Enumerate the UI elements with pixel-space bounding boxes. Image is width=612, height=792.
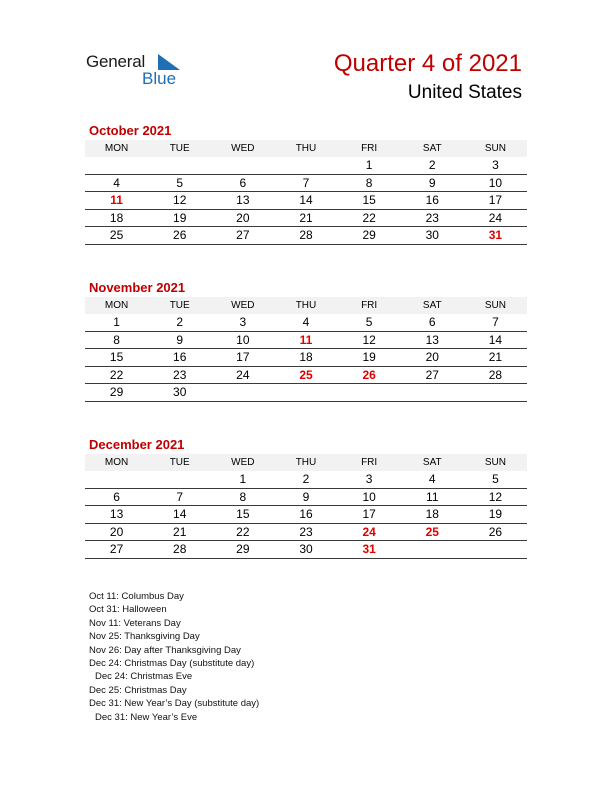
day-cell: 18 xyxy=(299,350,313,364)
day-cell xyxy=(338,384,401,401)
holiday-item: Oct 11: Columbus Day xyxy=(89,591,184,602)
weekday-label: MON xyxy=(104,300,129,311)
day-cell: 15 xyxy=(236,507,250,521)
day-cell: 2 xyxy=(176,315,184,329)
day-cell: 14 xyxy=(488,332,503,347)
day-cell: 3 xyxy=(492,158,499,172)
weekday-label: SAT xyxy=(422,300,442,311)
day-cell: 20 xyxy=(109,524,124,539)
month-november xyxy=(85,279,527,402)
day-cell xyxy=(274,157,337,174)
day-cell: 23 xyxy=(173,367,187,382)
day-cell: 6 xyxy=(239,175,247,190)
weekday-label: THU xyxy=(295,143,317,154)
day-cell xyxy=(274,384,337,401)
day-cell xyxy=(85,157,148,174)
holiday-item: Dec 24: Christmas Day (substitute day) xyxy=(89,658,255,670)
day-cell: 22 xyxy=(236,524,250,539)
holiday-item: Dec 25: Christmas Day xyxy=(89,684,187,696)
day-cell: 3 xyxy=(365,472,373,486)
weekday-label: WED xyxy=(231,143,255,154)
day-cell: 16 xyxy=(173,350,187,364)
calendar-grid xyxy=(85,297,527,402)
day-cell: 5 xyxy=(176,175,184,190)
week-row xyxy=(85,175,527,193)
weekday-label: TUE xyxy=(169,300,190,311)
day-cell: 12 xyxy=(362,332,376,347)
calendar-grid xyxy=(85,140,527,245)
day-cell: 22 xyxy=(109,367,124,382)
day-cell: 10 xyxy=(236,332,250,347)
month-title: November 2021 xyxy=(89,280,186,295)
logo-text-general: General xyxy=(86,52,146,71)
holiday-list xyxy=(89,590,259,724)
day-cell: 19 xyxy=(173,210,187,225)
day-cell: 8 xyxy=(239,489,247,504)
day-cell: 10 xyxy=(488,175,503,190)
day-cell: 29 xyxy=(236,542,250,556)
logo-text-blue: Blue xyxy=(142,69,177,88)
logo-flag-icon xyxy=(158,54,180,70)
weekday-label: WED xyxy=(231,457,255,468)
day-cell: 27 xyxy=(236,228,250,242)
day-cell: 4 xyxy=(113,175,120,190)
month-december xyxy=(85,436,527,559)
day-cell: 11 xyxy=(299,332,313,347)
weekday-label: SAT xyxy=(422,143,442,154)
day-cell: 8 xyxy=(365,175,373,190)
week-row xyxy=(85,210,527,228)
day-cell: 4 xyxy=(302,315,310,329)
holiday-item: Dec 31: New Year’s Eve xyxy=(95,711,198,723)
day-cell: 18 xyxy=(109,210,124,225)
day-cell: 12 xyxy=(173,193,187,207)
day-cell: 24 xyxy=(236,367,250,382)
day-cell: 9 xyxy=(302,489,310,504)
weekday-label: WED xyxy=(231,300,255,311)
day-cell: 16 xyxy=(299,507,313,521)
day-cell: 17 xyxy=(362,507,376,521)
week-row xyxy=(85,192,527,210)
day-cell: 30 xyxy=(299,542,313,556)
day-cell: 27 xyxy=(425,367,439,382)
day-cell xyxy=(148,157,211,174)
week-row xyxy=(85,367,527,385)
holiday-item: Nov 11: Veterans Day xyxy=(89,617,181,629)
day-cell: 31 xyxy=(488,228,503,242)
day-cell: 23 xyxy=(425,210,439,225)
day-cell: 16 xyxy=(425,193,439,207)
day-cell: 14 xyxy=(173,507,187,521)
day-cell: 11 xyxy=(110,193,123,207)
day-cell: 22 xyxy=(362,210,376,225)
week-row xyxy=(85,227,527,245)
holiday-item: Dec 31: New Year’s Day (substitute day) xyxy=(89,698,260,710)
day-cell: 11 xyxy=(426,489,439,504)
day-cell: 19 xyxy=(488,507,503,521)
day-cell: 26 xyxy=(488,524,503,539)
week-row xyxy=(85,384,527,402)
weekday-label: FRI xyxy=(361,143,378,154)
day-cell: 7 xyxy=(176,489,184,504)
day-cell: 29 xyxy=(362,228,376,242)
holiday-item: Dec 24: Christmas Eve xyxy=(95,671,193,683)
day-cell: 30 xyxy=(173,385,187,399)
day-cell: 5 xyxy=(492,472,499,486)
month-title: October 2021 xyxy=(89,123,172,138)
day-cell: 1 xyxy=(239,472,247,486)
page-title: Quarter 4 of 2021 xyxy=(333,50,522,77)
week-row xyxy=(85,524,527,542)
day-cell: 21 xyxy=(299,210,313,225)
weekday-label: THU xyxy=(295,457,317,468)
day-cell: 28 xyxy=(488,367,503,382)
day-cell: 18 xyxy=(425,507,439,521)
day-cell: 27 xyxy=(109,542,124,556)
weekday-label: SAT xyxy=(422,457,442,468)
day-cell: 5 xyxy=(365,315,373,329)
day-cell: 26 xyxy=(362,367,376,382)
logo xyxy=(86,52,196,92)
month-title: December 2021 xyxy=(89,437,185,452)
day-cell: 20 xyxy=(425,350,439,364)
day-cell: 2 xyxy=(428,158,436,172)
day-cell: 25 xyxy=(299,367,313,382)
week-row xyxy=(85,471,527,489)
page-subtitle: United States xyxy=(407,82,522,103)
week-row xyxy=(85,489,527,507)
day-cell: 6 xyxy=(113,489,120,504)
day-cell: 9 xyxy=(428,175,436,190)
weekday-label: TUE xyxy=(169,457,190,468)
day-cell: 19 xyxy=(362,350,376,364)
day-cell: 17 xyxy=(236,350,250,364)
weekday-header xyxy=(85,454,527,471)
weekday-label: SUN xyxy=(484,300,506,311)
day-cell: 3 xyxy=(239,315,247,329)
day-cell: 25 xyxy=(425,524,439,539)
day-cell xyxy=(401,384,464,401)
weekday-label: FRI xyxy=(361,300,378,311)
day-cell xyxy=(401,541,464,558)
day-cell: 8 xyxy=(113,332,120,347)
weekday-label: FRI xyxy=(361,457,378,468)
day-cell: 14 xyxy=(299,193,313,207)
day-cell: 4 xyxy=(428,472,436,486)
day-cell: 28 xyxy=(173,542,187,556)
day-cell xyxy=(464,541,527,558)
weekday-header xyxy=(85,140,527,157)
day-cell: 29 xyxy=(109,385,124,399)
day-cell xyxy=(211,384,274,401)
day-cell: 13 xyxy=(109,507,124,521)
day-cell xyxy=(211,157,274,174)
day-cell: 28 xyxy=(299,228,313,242)
day-cell: 13 xyxy=(236,193,250,207)
weekday-label: TUE xyxy=(169,143,190,154)
day-cell: 30 xyxy=(425,228,439,242)
week-row xyxy=(85,506,527,524)
day-cell: 15 xyxy=(362,193,376,207)
day-cell: 21 xyxy=(488,350,503,364)
week-row xyxy=(85,541,527,559)
weekday-label: SUN xyxy=(484,143,506,154)
day-cell xyxy=(464,384,527,401)
holiday-item: Nov 25: Thanksgiving Day xyxy=(89,631,200,643)
week-row xyxy=(85,332,527,350)
day-cell xyxy=(85,471,148,488)
day-cell: 25 xyxy=(109,228,124,242)
weekday-label: SUN xyxy=(484,457,506,468)
day-cell: 31 xyxy=(362,542,376,556)
day-cell: 24 xyxy=(488,210,503,225)
week-row xyxy=(85,314,527,332)
day-cell xyxy=(148,471,211,488)
day-cell: 7 xyxy=(492,315,499,329)
day-cell: 15 xyxy=(109,350,124,364)
weekday-header xyxy=(85,297,527,314)
day-cell: 23 xyxy=(299,524,313,539)
week-row xyxy=(85,349,527,367)
day-cell: 26 xyxy=(173,228,187,242)
day-cell: 7 xyxy=(302,175,310,190)
day-cell: 1 xyxy=(113,315,120,329)
day-cell: 12 xyxy=(488,489,503,504)
day-cell: 24 xyxy=(362,524,376,539)
weekday-label: MON xyxy=(104,457,129,468)
day-cell: 10 xyxy=(362,489,376,504)
day-cell: 13 xyxy=(425,332,439,347)
day-cell: 2 xyxy=(302,472,310,486)
weekday-label: MON xyxy=(104,143,129,154)
day-cell: 1 xyxy=(365,158,373,172)
day-cell: 21 xyxy=(173,524,187,539)
calendar-grid xyxy=(85,454,527,559)
holiday-item: Oct 31: Halloween xyxy=(89,604,167,616)
holiday-item: Nov 26: Day after Thanksgiving Day xyxy=(89,644,241,656)
weekday-label: THU xyxy=(295,300,317,311)
day-cell: 6 xyxy=(428,315,436,329)
month-october xyxy=(85,122,527,245)
week-row xyxy=(85,157,527,175)
day-cell: 17 xyxy=(488,193,503,207)
day-cell: 9 xyxy=(176,332,184,347)
day-cell: 20 xyxy=(236,210,250,225)
